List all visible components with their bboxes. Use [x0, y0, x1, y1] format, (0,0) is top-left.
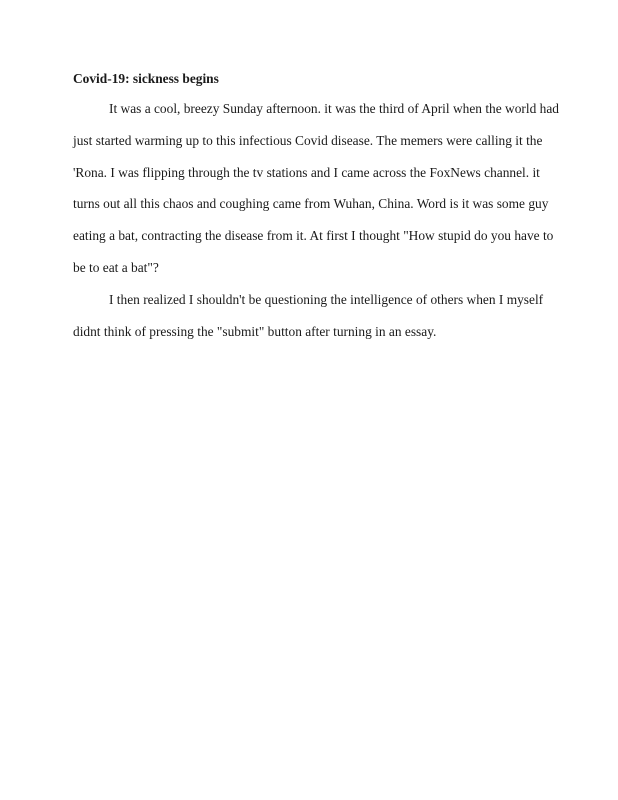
- essay-title: Covid-19: sickness begins: [73, 71, 219, 86]
- document-body: [73, 68, 563, 347]
- paragraph-2: I then realized I shouldn't be questioning the intelligence of others when I myself didnt think of pressing the "submit" button after turning in an essay.: [73, 291, 544, 339]
- paragraph-1: It was a cool, breezy Sunday afternoon. it was the third of April when the world had just started warming up to this infectious Covid disease. The memers were calling it the 'Rona. I was flipping through the tv stations and I came across the FoxNews channel. it turns out all this chaos and coughing came from Wuhan, China. Word is it was some guy eating a bat, contracting the disease from it. At first I thought "How stupid do you have to be to eat a bat"?: [73, 101, 559, 275]
